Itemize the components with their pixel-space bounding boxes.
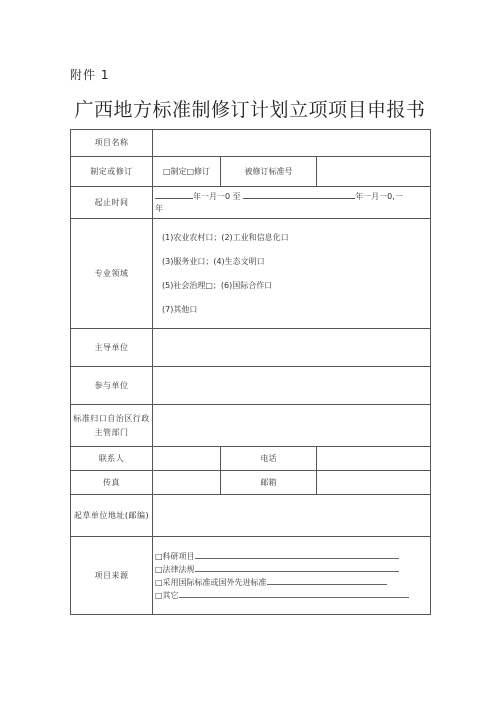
row-address (71, 495, 431, 537)
row-authority (71, 405, 431, 447)
email-field[interactable] (317, 471, 431, 495)
phone-field[interactable] (317, 447, 431, 471)
period-text-2: 年一月一0,一 (355, 191, 403, 201)
row-participant (71, 367, 431, 405)
phone-label: 电话 (221, 447, 317, 471)
source-blank-line[interactable] (195, 563, 399, 572)
address-field[interactable] (153, 495, 431, 537)
application-form-table (70, 129, 431, 615)
source-option-label: □其它 (155, 590, 179, 600)
period-text-1: 年一月一0 至 (193, 191, 241, 201)
field-label: 专业领域 (71, 219, 153, 329)
attachment-label: 附件 1 (70, 68, 110, 82)
source-label: 项目来源 (71, 537, 153, 615)
period-label: 起止时间 (71, 187, 153, 219)
source-option[interactable] (155, 550, 428, 563)
row-period (71, 187, 431, 219)
type-label: 制定或修订 (71, 157, 153, 187)
source-option[interactable] (155, 589, 428, 602)
field-option[interactable]: (7)其他口 (162, 304, 198, 314)
source-option-label: □法律法规 (155, 564, 195, 574)
field-option[interactable]: (1)农业农村口；(2)工业和信息化口 (162, 232, 289, 242)
revised-std-label: 被修订标准号 (221, 157, 317, 187)
end-year-blank[interactable] (243, 198, 355, 199)
source-blank-line[interactable] (195, 550, 399, 559)
row-field (71, 219, 431, 329)
project-name-field[interactable] (153, 130, 431, 157)
contact-field[interactable] (153, 447, 221, 471)
project-name-label: 项目名称 (71, 130, 153, 157)
source-option-label: □科研项目 (155, 551, 195, 561)
lead-unit-label: 主导单位 (71, 329, 153, 367)
row-type (71, 157, 431, 187)
type-checkboxes[interactable]: □制定□修订 (153, 157, 221, 187)
lead-unit-field[interactable] (153, 329, 431, 367)
participant-field[interactable] (153, 367, 431, 405)
start-year-blank[interactable] (155, 198, 193, 199)
revised-std-field[interactable] (317, 157, 431, 187)
row-project-name (71, 130, 431, 157)
authority-label: 标准归口自治区行政主管部门 (71, 405, 153, 447)
period-field[interactable] (153, 187, 431, 219)
fax-field[interactable] (153, 471, 221, 495)
authority-field[interactable] (153, 405, 431, 447)
row-lead-unit (71, 329, 431, 367)
period-text-3: 年 (155, 203, 163, 213)
source-blank-line[interactable] (179, 589, 409, 598)
field-option[interactable]: (5)社会治理□；(6)国际合作口 (162, 280, 273, 290)
contact-label: 联系人 (71, 447, 153, 471)
field-option[interactable]: (3)服务业口；(4)生态文明口 (162, 256, 265, 266)
document-title: 广西地方标准制修订计划立项项目申报书 (74, 99, 426, 121)
fax-label: 传真 (71, 471, 153, 495)
row-source (71, 537, 431, 615)
row-contact (71, 447, 431, 471)
row-fax (71, 471, 431, 495)
field-options (153, 219, 431, 329)
address-label: 起草单位地址(邮编) (71, 495, 153, 537)
source-options (153, 537, 431, 615)
source-option-label: □采用国际标准或国外先进标准 (155, 577, 267, 587)
source-blank-line[interactable] (267, 576, 387, 585)
participant-label: 参与单位 (71, 367, 153, 405)
source-option[interactable] (155, 576, 428, 589)
email-label: 邮箱 (221, 471, 317, 495)
source-option[interactable] (155, 563, 428, 576)
